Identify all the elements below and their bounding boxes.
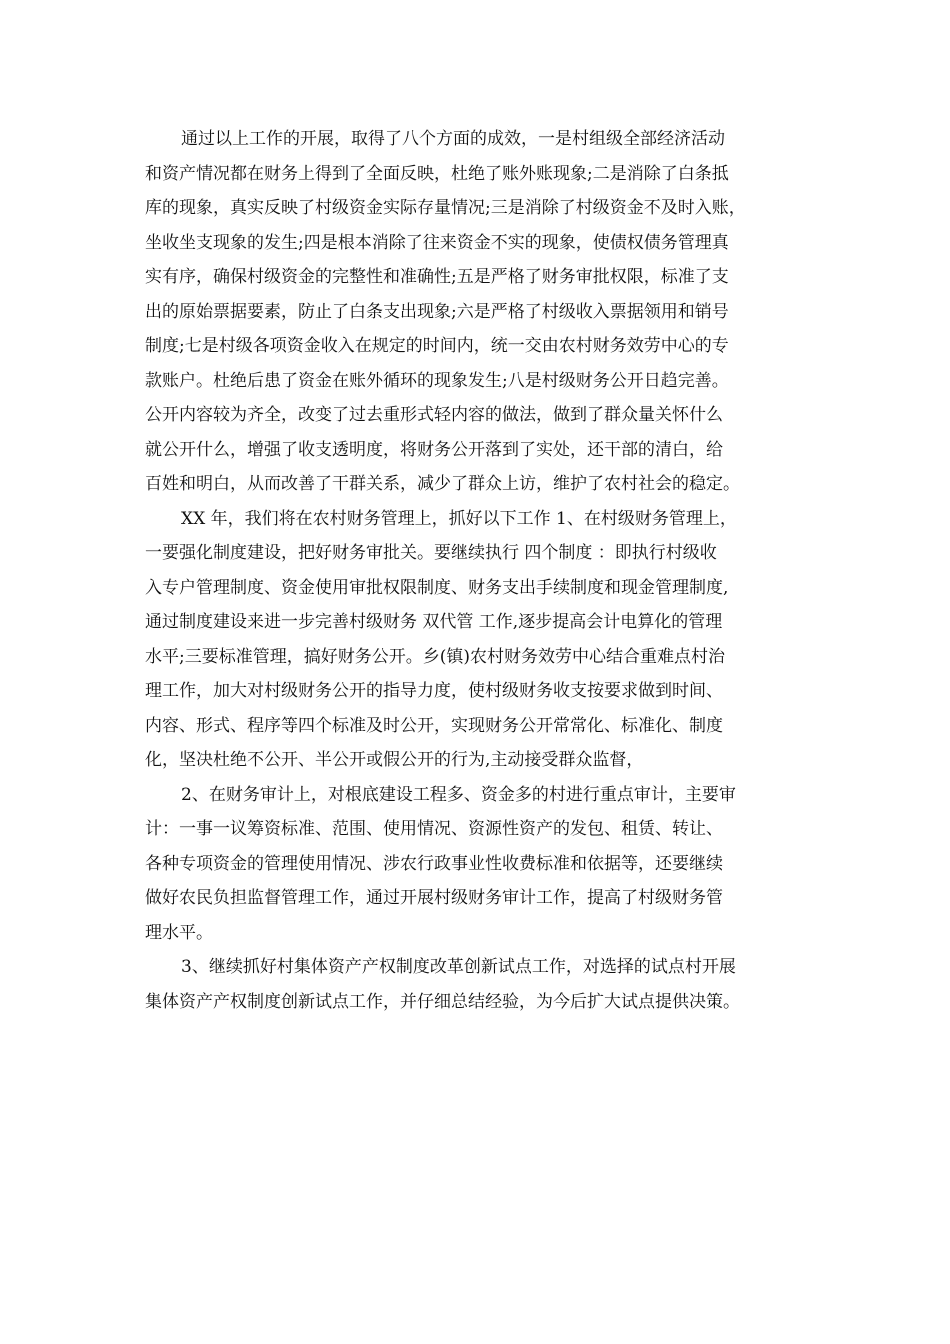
paragraph-line: 制度;七是村级各项资金收入在规定的时间内，统一交由农村财务效劳中心的专 [145,336,729,356]
paragraph-line: 一要强化制度建设，把好财务审批关。要继续执行 四个制度 ：即执行村级收 [145,543,717,563]
paragraph-line: XX 年，我们将在农村财务管理上，抓好以下工作 1、在村级财务管理上， [181,508,737,529]
paragraph-line: 计：一事一议筹资标准、范围、使用情况、资源性资产的发包、租赁、转让、 [145,819,723,839]
paragraph-achievements [145,122,825,502]
paragraph-line: 坐收坐支现象的发生;四是根本消除了往来资金不实的现象，使债权债务管理真 [145,232,729,253]
paragraph-line: 3、继续抓好村集体资产产权制度改革创新试点工作，对选择的试点村开展 [181,957,736,977]
paragraph-line: 做好农民负担监督管理工作，通过开展村级财务审计工作，提高了村级财务管 [145,888,723,908]
paragraph-line: 内容、形式、程序等四个标准及时公开，实现财务公开常常化、标准化、制度 [145,715,723,736]
paragraph-line: 水平;三要标准管理，搞好财务公开。乡(镇)农村财务效劳中心结合重难点村治 [145,646,725,667]
paragraph-line: 理工作，加大对村级财务公开的指导力度，使村级财务收支按要求做到时间、 [145,681,723,701]
paragraph-line: 通过以上工作的开展，取得了八个方面的成效，一是村组级全部经济活动 [181,129,725,149]
paragraph-line: 2、在财务审计上，对根底建设工程多、资金多的村进行重点审计，主要审 [181,784,736,805]
paragraph-line: 就公开什么，增强了收支透明度，将财务公开落到了实处，还干部的清白，给 [145,439,723,460]
paragraph-audit [145,778,825,951]
paragraph-line: 库的现象，真实反映了村级资金实际存量情况;三是消除了村级资金不及时入账， [145,198,746,218]
paragraph-line: 理水平。 [145,922,213,943]
paragraph-plan [145,502,825,778]
paragraph-line: 通过制度建设来进一步完善村级财务 双代管 工作,逐步提高会计电算化的管理 [145,612,723,632]
paragraph-line: 各种专项资金的管理使用情况、涉农行政事业性收费标准和依据等，还要继续 [145,853,723,874]
paragraph-line: 款账户。杜绝后患了资金在账外循环的现象发生;八是村级财务公开日趋完善。 [145,370,729,391]
paragraph-line: 和资产情况都在财务上得到了全面反映，杜绝了账外账现象;二是消除了白条抵 [145,163,729,184]
paragraph-line: 化，坚决杜绝不公开、半公开或假公开的行为,主动接受群众监督， [145,750,644,770]
paragraph-line: 入专户管理制度、资金使用审批权限制度、财务支出手续制度和现金管理制度, [145,577,729,598]
document-body [145,122,825,1019]
paragraph-line: 公开内容较为齐全，改变了过去重形式轻内容的做法，做到了群众量关怀什么 [145,405,723,425]
paragraph-line: 集体资产产权制度创新试点工作，并仔细总结经验，为今后扩大试点提供决策。 [145,991,740,1012]
paragraph-line: 出的原始票据要素，防止了白条支出现象;六是严格了村级收入票据领用和销号 [145,301,729,322]
paragraph-pilot [145,950,825,1019]
paragraph-line: 百姓和明白，从而改善了干群关系，减少了群众上访，维护了农村社会的稳定。 [145,474,740,494]
paragraph-line: 实有序，确保村级资金的完整性和准确性;五是严格了财务审批权限，标准了支 [145,267,729,287]
